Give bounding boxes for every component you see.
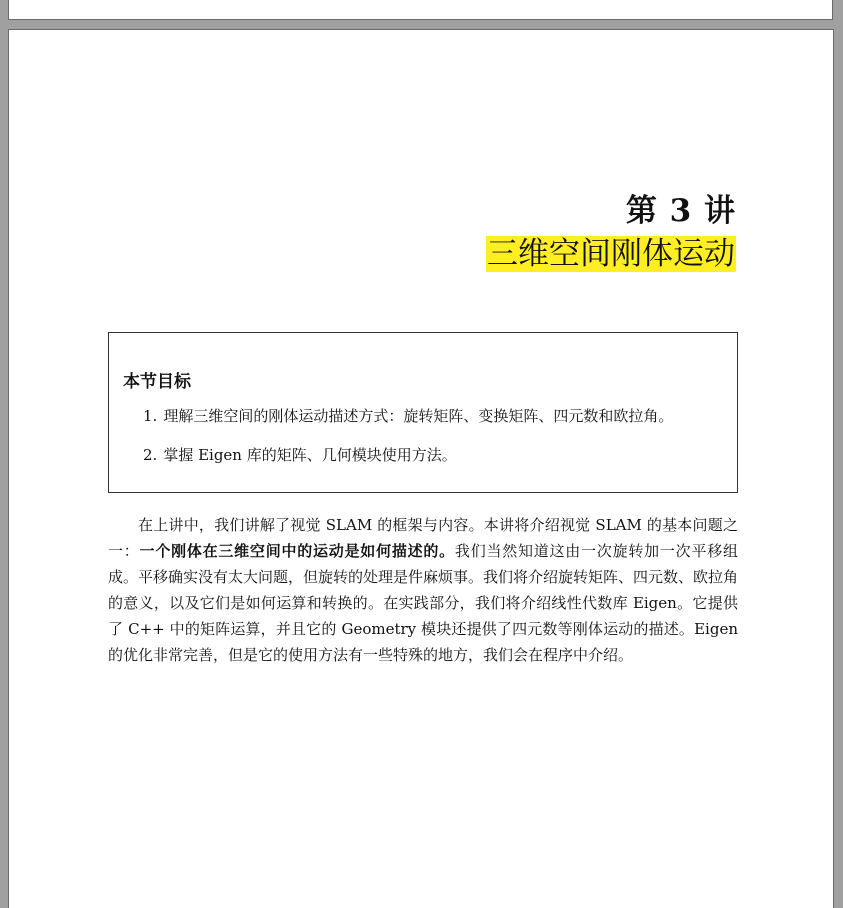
objective-number: 2.	[143, 446, 158, 464]
objective-item	[143, 444, 457, 465]
objective-item	[143, 405, 673, 426]
intro-paragraph	[108, 512, 738, 668]
previous-page-edge	[8, 0, 833, 20]
objectives-heading: 本节目标	[123, 372, 191, 392]
intro-text-part1: 在上讲中，我们讲解了视觉 SLAM 的框架与内容。本讲将介绍视觉 SLAM 的基本问题之一：	[108, 516, 738, 560]
objectives-box	[108, 332, 738, 493]
document-page	[8, 29, 834, 908]
chapter-number: 第 3 讲	[625, 193, 736, 229]
chapter-title: 三维空间刚体运动	[487, 236, 735, 272]
objective-text: 理解三维空间的刚体运动描述方式：旋转矩阵、变换矩阵、四元数和欧拉角。	[163, 407, 674, 425]
objective-text: 掌握 Eigen 库的矩阵、几何模块使用方法。	[163, 446, 457, 464]
intro-text-part2: 我们当然知道这由一次旋转加一次平移组成。平移确实没有太大问题，但旋转的处理是件麻烦事。我们将介绍旋转矩阵、四元数、欧拉角的意义，以及它们是如何运算和转换的。在实践部分，我们将介绍线性代数库 Eigen。它提供了 C++ 中的矩阵运算，并且它的 Geometry 模块还提供了四元数等刚体运动的描述。Eigen 的优化非常完善，但是它的使用方法有一些特殊的地方，我们会在程序中介绍。	[108, 542, 739, 664]
objective-number: 1.	[143, 407, 158, 425]
intro-emphasis: 一个刚体在三维空间中的运动是如何描述的。	[139, 542, 455, 560]
